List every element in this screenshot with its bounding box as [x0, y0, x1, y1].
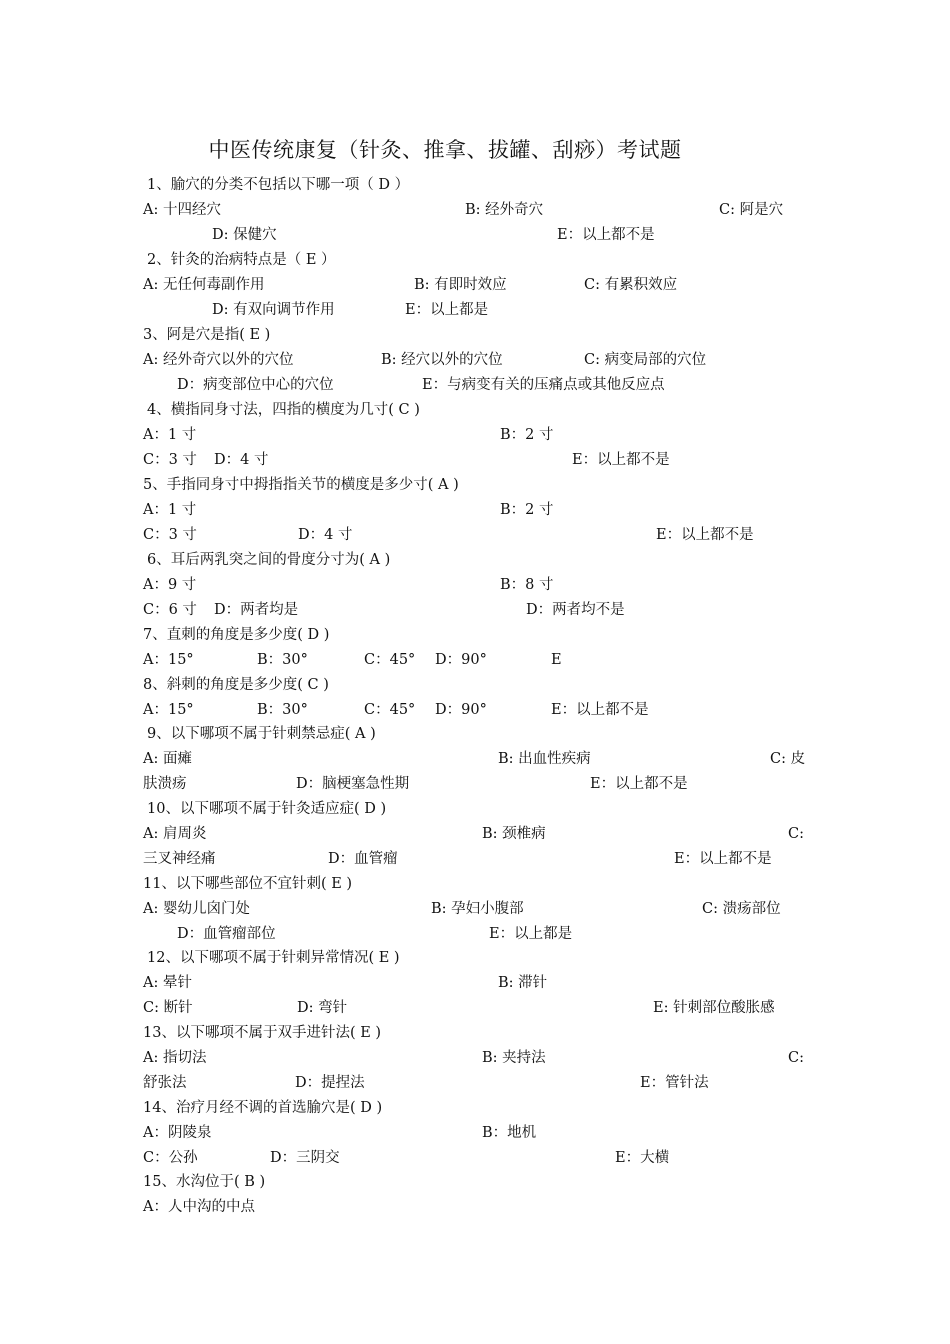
option-a: A: 十四经穴: [143, 202, 221, 218]
question-15: [0, 1170, 950, 1195]
option-a: A: 婴幼儿囟门处: [143, 901, 250, 917]
question-stem: 6、耳后两乳突之间的骨度分寸为( A ): [147, 552, 391, 568]
question-stem: 11、以下哪些部位不宜针刺( E ): [143, 876, 353, 892]
option-c: C: 病变局部的穴位: [584, 352, 707, 368]
option-e: E：以上都不是: [572, 452, 670, 468]
option-b: B：2 寸: [500, 502, 554, 518]
question-stem: 5、手指同身寸中拇指指关节的横度是多少寸( A ): [143, 477, 459, 493]
question-5-options-row-2: [0, 523, 950, 548]
question-12: [0, 946, 950, 971]
question-14-options-row-2: [0, 1146, 950, 1171]
question-2-options-row-2: [0, 298, 950, 323]
question-9-options-row-1: [0, 747, 950, 772]
question-14: [0, 1096, 950, 1121]
option-e: E：以上都不是: [656, 527, 754, 543]
option-b: B: 颈椎病: [482, 826, 546, 842]
question-1-options-row-1: [0, 198, 950, 223]
question-stem: 7、直刺的角度是多少度( D ): [143, 627, 330, 643]
question-8: [0, 673, 950, 698]
option-c: C：3 寸: [143, 527, 197, 543]
question-7-options: [0, 648, 950, 673]
option-a: A：15°: [143, 652, 194, 668]
option-d: D：90°: [435, 652, 487, 668]
option-a: A: 无任何毒副作用: [143, 277, 265, 293]
option-a: A: 经外奇穴以外的穴位: [143, 352, 294, 368]
option-c: C：3 寸: [143, 452, 197, 468]
question-6-options-row-2: [0, 598, 950, 623]
option-a: A：1 寸: [143, 427, 197, 443]
question-3-options-row-2: [0, 373, 950, 398]
option-e: E：以上都是: [489, 926, 573, 942]
question-4-options-row-2: [0, 448, 950, 473]
option-a: A: 指切法: [143, 1050, 207, 1066]
question-9: [0, 722, 950, 747]
question-5: [0, 473, 950, 498]
option-b: B: 夹持法: [482, 1050, 546, 1066]
question-9-options-row-2: [0, 772, 950, 797]
option-c-part-1: C: 皮: [770, 751, 806, 767]
option-c: C: 溃疡部位: [702, 901, 781, 917]
question-10-options-row-2: [0, 847, 950, 872]
question-stem: 8、斜刺的角度是多少度( C ): [143, 677, 329, 693]
question-1: [0, 173, 950, 198]
option-d: D：4 寸: [214, 452, 269, 468]
question-14-options-row-1: [0, 1121, 950, 1146]
question-stem: 14、治疗月经不调的首选腧穴是( D ): [143, 1100, 383, 1116]
option-e: E: [551, 652, 562, 668]
question-13-options-row-2: [0, 1071, 950, 1096]
option-a: A：人中沟的中点: [143, 1199, 255, 1215]
option-d: D：脑梗塞急性期: [296, 776, 410, 792]
option-a: A：15°: [143, 702, 194, 718]
option-d: D：血管瘤部位: [177, 926, 276, 942]
question-2: [0, 248, 950, 273]
option-b: B: 滞针: [498, 975, 548, 991]
option-d: D: 弯针: [297, 1000, 348, 1016]
question-7: [0, 623, 950, 648]
question-3: [0, 323, 950, 348]
question-15-options-row-1: [0, 1195, 950, 1220]
option-c: C：6 寸: [143, 602, 197, 618]
question-12-options-row-2: [0, 996, 950, 1021]
question-11: [0, 872, 950, 897]
option-e: E：以上都不是: [557, 227, 655, 243]
option-a: A: 肩周炎: [143, 826, 207, 842]
question-4: [0, 398, 950, 423]
option-d: D：三阴交: [270, 1150, 340, 1166]
option-c: C: 断针: [143, 1000, 193, 1016]
option-c: C：45°: [364, 652, 416, 668]
option-c-part-1: C:: [788, 826, 804, 842]
document-title: 中医传统康复（针灸、推拿、拔罐、刮痧）考试题: [208, 138, 682, 162]
option-d: D：4 寸: [298, 527, 353, 543]
question-stem: 12、以下哪项不属于针刺异常情况( E ): [147, 950, 400, 966]
option-c: C：45°: [364, 702, 416, 718]
question-stem: 1、腧穴的分类不包括以下哪一项（ D ）: [147, 177, 410, 193]
question-3-options-row-1: [0, 348, 950, 373]
option-b: B：8 寸: [500, 577, 554, 593]
option-e: E：管针法: [640, 1075, 709, 1091]
question-6: [0, 548, 950, 573]
option-b: B: 有即时效应: [414, 277, 507, 293]
question-2-options-row-1: [0, 273, 950, 298]
option-d: D：提捏法: [295, 1075, 365, 1091]
option-e: E：与病变有关的压痛点或其他反应点: [422, 377, 665, 393]
question-8-options: [0, 698, 950, 723]
option-e: E：以上都不是: [674, 851, 772, 867]
option-b: B：30°: [257, 652, 308, 668]
question-10-options-row-1: [0, 822, 950, 847]
question-stem: 10、以下哪项不属于针灸适应症( D ): [147, 801, 387, 817]
option-d: D：血管瘤: [328, 851, 398, 867]
option-a: A: 面瘫: [143, 751, 192, 767]
question-10: [0, 797, 950, 822]
option-c-part-1: C:: [788, 1050, 804, 1066]
option-e: D：两者均不是: [526, 602, 625, 618]
question-5-options-row-1: [0, 498, 950, 523]
option-b: B: 经外奇穴: [465, 202, 544, 218]
question-stem: 9、以下哪项不属于针刺禁忌症( A ): [147, 726, 376, 742]
option-d: D：两者均是: [214, 602, 299, 618]
option-c: C: 有累积效应: [584, 277, 678, 293]
option-c: C：公孙: [143, 1150, 198, 1166]
option-a: A: 晕针: [143, 975, 192, 991]
question-stem: 15、水沟位于( B ): [143, 1174, 266, 1190]
option-c-part-2: 舒张法: [143, 1075, 187, 1091]
option-c-part-2: 肤溃疡: [143, 776, 187, 792]
option-a: A：阴陵泉: [143, 1125, 212, 1141]
question-6-options-row-1: [0, 573, 950, 598]
option-c: C: 阿是穴: [719, 202, 784, 218]
option-e: E: 针刺部位酸胀感: [653, 1000, 775, 1016]
question-11-options-row-1: [0, 897, 950, 922]
question-13-options-row-1: [0, 1046, 950, 1071]
option-d: D：90°: [435, 702, 487, 718]
option-d: D: 保健穴: [212, 227, 277, 243]
option-e: E：以上都不是: [590, 776, 688, 792]
option-a: A：9 寸: [143, 577, 197, 593]
option-d: D: 有双向调节作用: [212, 302, 335, 318]
question-12-options-row-1: [0, 971, 950, 996]
option-e: E：大横: [615, 1150, 670, 1166]
question-13: [0, 1021, 950, 1046]
question-1-options-row-2: [0, 223, 950, 248]
question-11-options-row-2: [0, 922, 950, 947]
option-b: B: 经穴以外的穴位: [381, 352, 503, 368]
option-b: B：30°: [257, 702, 308, 718]
option-a: A：1 寸: [143, 502, 197, 518]
option-b: B：2 寸: [500, 427, 554, 443]
option-e: E：以上都不是: [551, 702, 649, 718]
option-b: B: 出血性疾病: [498, 751, 591, 767]
option-e: E：以上都是: [405, 302, 489, 318]
question-stem: 4、横指同身寸法，四指的横度为几寸( C ): [147, 402, 420, 418]
question-stem: 13、以下哪项不属于双手进针法( E ): [143, 1025, 382, 1041]
option-d: D：病变部位中心的穴位: [177, 377, 334, 393]
question-stem: 3、阿是穴是指( E ): [143, 327, 271, 343]
option-b: B：地机: [482, 1125, 537, 1141]
question-4-options-row-1: [0, 423, 950, 448]
option-b: B: 孕妇小腹部: [431, 901, 524, 917]
question-stem: 2、针灸的治病特点是（ E ）: [147, 252, 336, 268]
option-c-part-2: 三叉神经痛: [143, 851, 216, 867]
